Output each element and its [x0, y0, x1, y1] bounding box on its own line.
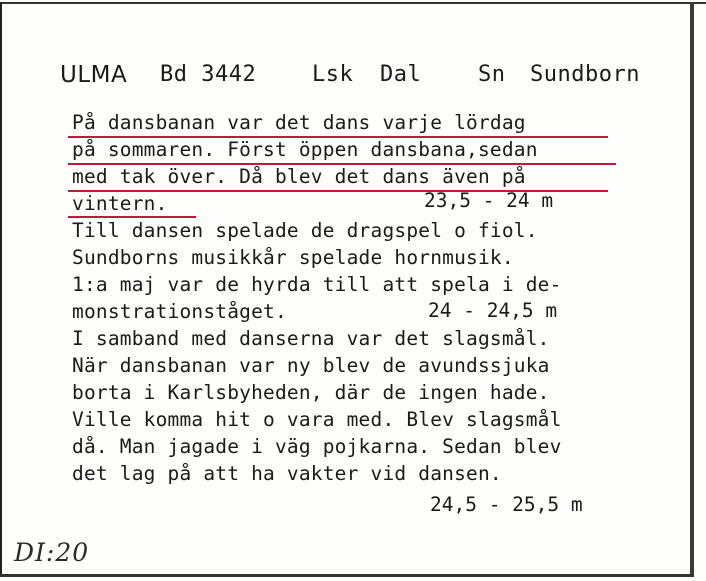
- text-line: I samband med danserna var det slagsmål.: [72, 327, 550, 350]
- text-line: monstrationståget.: [72, 300, 287, 323]
- text-line: Ville komma hit o vara med. Blev slagsmål: [72, 408, 562, 431]
- measurement: 24 - 24,5 m: [428, 299, 558, 322]
- measurement: 23,5 - 24 m: [424, 189, 554, 212]
- volume-reference: Bd 3442: [160, 62, 257, 87]
- landskap-label: Lsk: [312, 62, 354, 87]
- text-line: då. Man jagade i väg pojkarna. Sedan blev: [72, 435, 562, 458]
- socken-value: Sundborn: [530, 62, 640, 87]
- card-header: [0, 62, 690, 96]
- card-border-bottom: [0, 574, 694, 577]
- text-line: vintern.: [72, 192, 168, 215]
- archive-name: ULMA: [60, 62, 128, 88]
- handwritten-signum: DI:20: [14, 538, 90, 567]
- text-line: borta i Karlsbyheden, där de ingen hade.: [72, 381, 550, 404]
- text-line: 1:a maj var de hyrda till att spela i de-: [72, 273, 562, 296]
- socken-label: Sn: [478, 62, 506, 87]
- text-line: Sundborns musikkår spelade hornmusik.: [72, 246, 514, 269]
- measurement: 24,5 - 25,5 m: [430, 493, 583, 516]
- text-line: det lag på att ha vakter vid dansen.: [72, 462, 502, 485]
- text-line: På dansbanan var det dans varje lördag: [72, 111, 526, 134]
- text-line: på sommaren. Först öppen dansbana,sedan: [72, 138, 538, 161]
- text-line: När dansbanan var ny blev de avundssjuka: [72, 354, 550, 377]
- landskap-value: Dal: [380, 62, 422, 87]
- card-border-top: [0, 2, 706, 4]
- text-line: Till dansen spelade de dragspel o fiol.: [72, 219, 538, 242]
- text-line: med tak över. Då blev det dans även på: [72, 165, 526, 188]
- card-border-right: [690, 2, 694, 577]
